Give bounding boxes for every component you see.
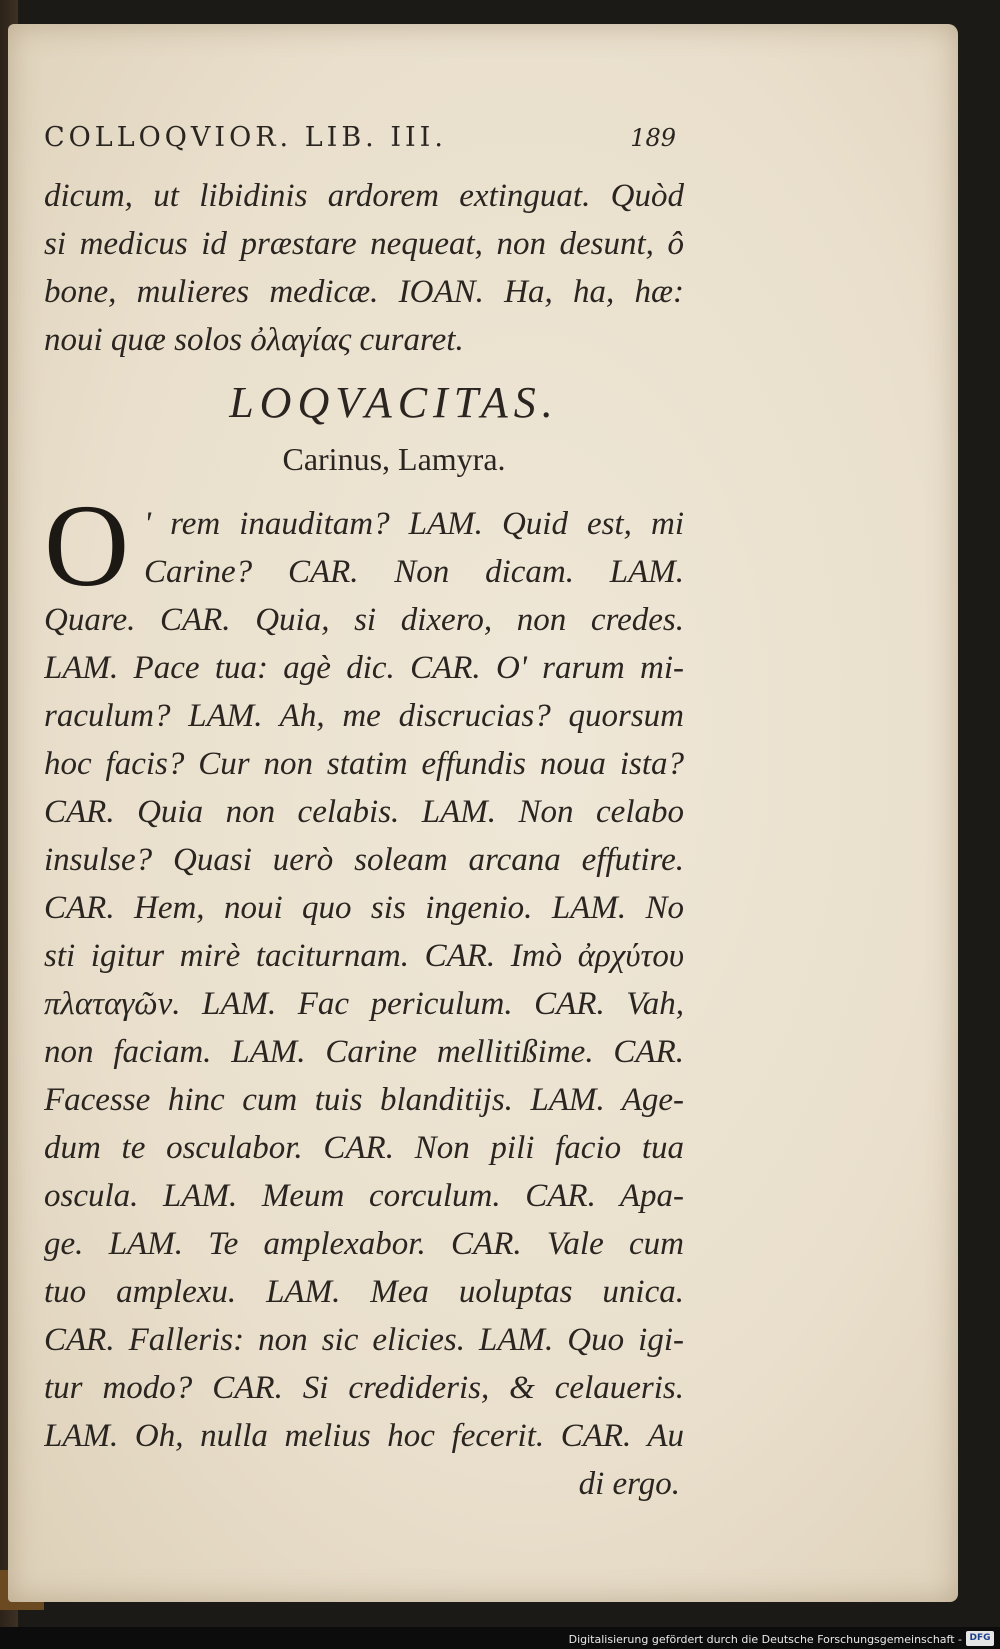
text-line: non faciam. LAM. Carine mellitißime. CAR. (44, 1034, 684, 1070)
text-line: ' rem inauditam? LAM. Quid est, mi (144, 506, 684, 542)
text-line: bone, mulieres medicæ. IOAN. Ha, ha, hæ: (44, 274, 684, 310)
running-head (44, 122, 684, 172)
text-line: hoc facis? Cur non statim effundis noua ista? (44, 746, 684, 782)
text-line: tur modo? CAR. Si credideris, & celaueris. (44, 1370, 684, 1406)
opening-paragraph (44, 172, 684, 364)
text-line: raculum? LAM. Ah, me discrucias? quorsum (44, 698, 684, 734)
dfg-logo: DFG (966, 1631, 994, 1646)
text-line: CAR. Quia non celabis. LAM. Non celabo (44, 794, 684, 830)
text-line: si medicus id præstare nequeat, non desunt, ô (44, 226, 684, 262)
text-line: Facesse hinc cum tuis blanditijs. LAM. Age- (44, 1082, 684, 1118)
text-line: CAR. Falleris: non sic elicies. LAM. Quo igi- (44, 1322, 684, 1358)
footer-bar (0, 1627, 1000, 1649)
funding-notice: Digitalisierung gefördert durch die Deutsche Forschungsgemeinschaft - (568, 1633, 962, 1646)
interlocutors: Carinus, Lamyra. (282, 441, 506, 477)
text-line: sti igitur mirè taciturnam. CAR. Imò ἀρχύτου (44, 938, 684, 974)
text-line: noui quæ solos ὀλαγίας curaret. (44, 322, 464, 358)
text-line: tuo amplexu. LAM. Mea uoluptas unica. (44, 1274, 684, 1310)
text-line: LAM. Oh, nulla melius hoc fecerit. CAR. Au (44, 1418, 684, 1454)
dialogue-text (44, 480, 684, 1508)
text-line: CAR. Hem, noui quo sis ingenio. LAM. No (44, 890, 684, 926)
book-page (8, 24, 958, 1602)
text-line: πλαταγῶν. LAM. Fac periculum. CAR. Vah, (44, 986, 684, 1022)
drop-cap: O (44, 480, 130, 611)
catchword: di ergo. (578, 1466, 680, 1502)
text-line: dicum, ut libidinis ardorem extinguat. Quòd (44, 178, 684, 214)
running-title: COLLOQVIOR. LIB. III. (44, 122, 447, 153)
folio-number: 189 (630, 124, 676, 152)
text-line: Quare. CAR. Quia, si dixero, non credes. (44, 602, 684, 638)
text-line: oscula. LAM. Meum corculum. CAR. Apa- (44, 1178, 684, 1214)
text-line: insulse? Quasi uerò soleam arcana effutire. (44, 842, 684, 878)
text-line: dum te osculabor. CAR. Non pili facio tua (44, 1130, 684, 1166)
colloquy-title: LOQVACITAS. (229, 378, 559, 427)
text-line: Carine? CAR. Non dicam. LAM. (144, 554, 684, 590)
text-block (44, 122, 684, 1508)
text-line: ge. LAM. Te amplexabor. CAR. Vale cum (44, 1226, 684, 1262)
text-line: LAM. Pace tua: agè dic. CAR. O' rarum mi- (44, 650, 684, 686)
